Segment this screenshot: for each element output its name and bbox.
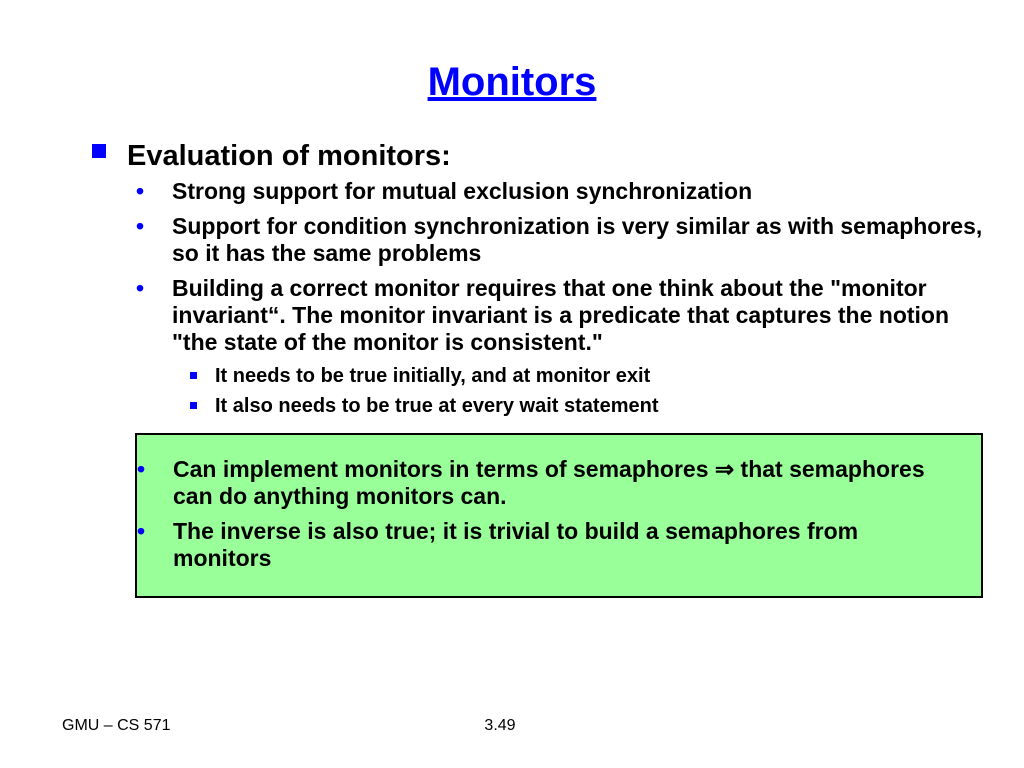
blue-square-icon: [92, 144, 106, 158]
sub-list-item-text: It also needs to be true at every wait statement: [215, 395, 659, 417]
list-item: [137, 456, 947, 510]
blue-dot-icon: •: [136, 275, 145, 301]
list-item: [136, 213, 986, 267]
heading-text: Evaluation of monitors:: [127, 140, 451, 172]
list-item-text: Can implement monitors in terms of semaphores ⇒ that semaphores can do anything monitors can.: [173, 456, 925, 509]
footer-course: GMU – CS 571: [62, 717, 171, 734]
list-item: [136, 275, 986, 356]
highlight-box: [135, 433, 983, 598]
footer-page-number: 3.49: [484, 717, 516, 734]
sub-list-item: [190, 364, 950, 388]
list-item-text: Strong support for mutual exclusion synchronization: [172, 178, 753, 204]
blue-dot-icon: •: [136, 178, 145, 204]
sub-list-item-text: It needs to be true initially, and at monitor exit: [215, 365, 651, 387]
small-blue-square-icon: [190, 372, 197, 379]
sub-list-item: [190, 394, 950, 418]
list-item-text: The inverse is also true; it is trivial to build a semaphores from monitors: [173, 518, 859, 571]
slide-title: Monitors: [427, 60, 597, 104]
list-item-text: Building a correct monitor requires that one think about the "monitor invariant“. The monitor invariant is a predicate that captures the notion "the state of the monitor is consistent.": [172, 275, 950, 355]
blue-dot-icon: •: [137, 518, 146, 544]
blue-dot-icon: •: [136, 213, 145, 239]
list-item: [136, 178, 986, 205]
small-blue-square-icon: [190, 402, 197, 409]
list-item-text: Support for condition synchronization is very similar as with semaphores, so it has the same problems: [172, 213, 983, 266]
list-item: [137, 518, 947, 572]
blue-dot-icon: •: [137, 456, 146, 482]
